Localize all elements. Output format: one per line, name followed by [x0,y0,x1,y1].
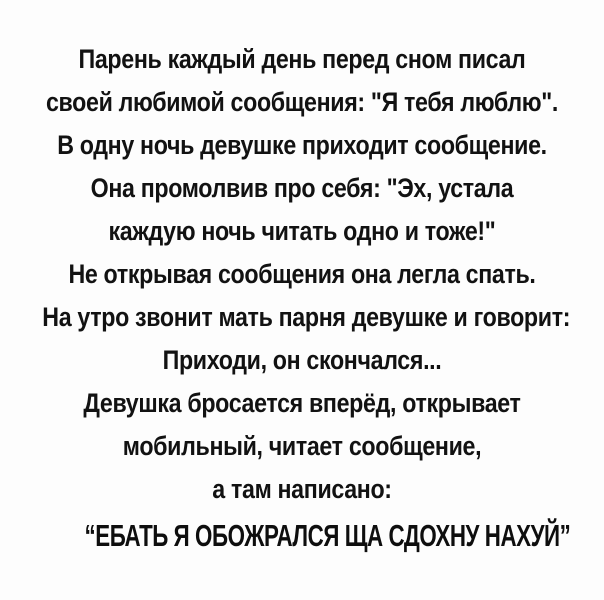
story-line-9: Девушка бросается вперёд, открывает [83,388,521,418]
story-punchline: “ЕБАТЬ Я ОБОЖРАЛСЯ ЩА СДОХНУ НАХУЙ” [84,518,571,553]
story-line-8: Приходи, он скончался... [162,345,442,375]
story-line-3: В одну ночь девушке приходит сообщение. [57,130,547,160]
story-line-4: Она промолвив про себя: "Эх, устала [90,173,514,203]
story-line-2: своей любимой сообщения: "Я тебя люблю". [45,87,559,117]
story-line-10: мобильный, читает сообщение, [122,431,482,461]
story-line-6: Не открывая сообщения она легла спать. [68,259,536,289]
story-line-11: а там написано: [212,474,392,504]
story-line-1: Парень каждый день перед сном писал [78,44,526,74]
story-line-5: каждую ночь читать одно и тоже!" [108,216,496,246]
story-line-7: На утро звонит мать парня девушке и говорит: [42,302,571,332]
